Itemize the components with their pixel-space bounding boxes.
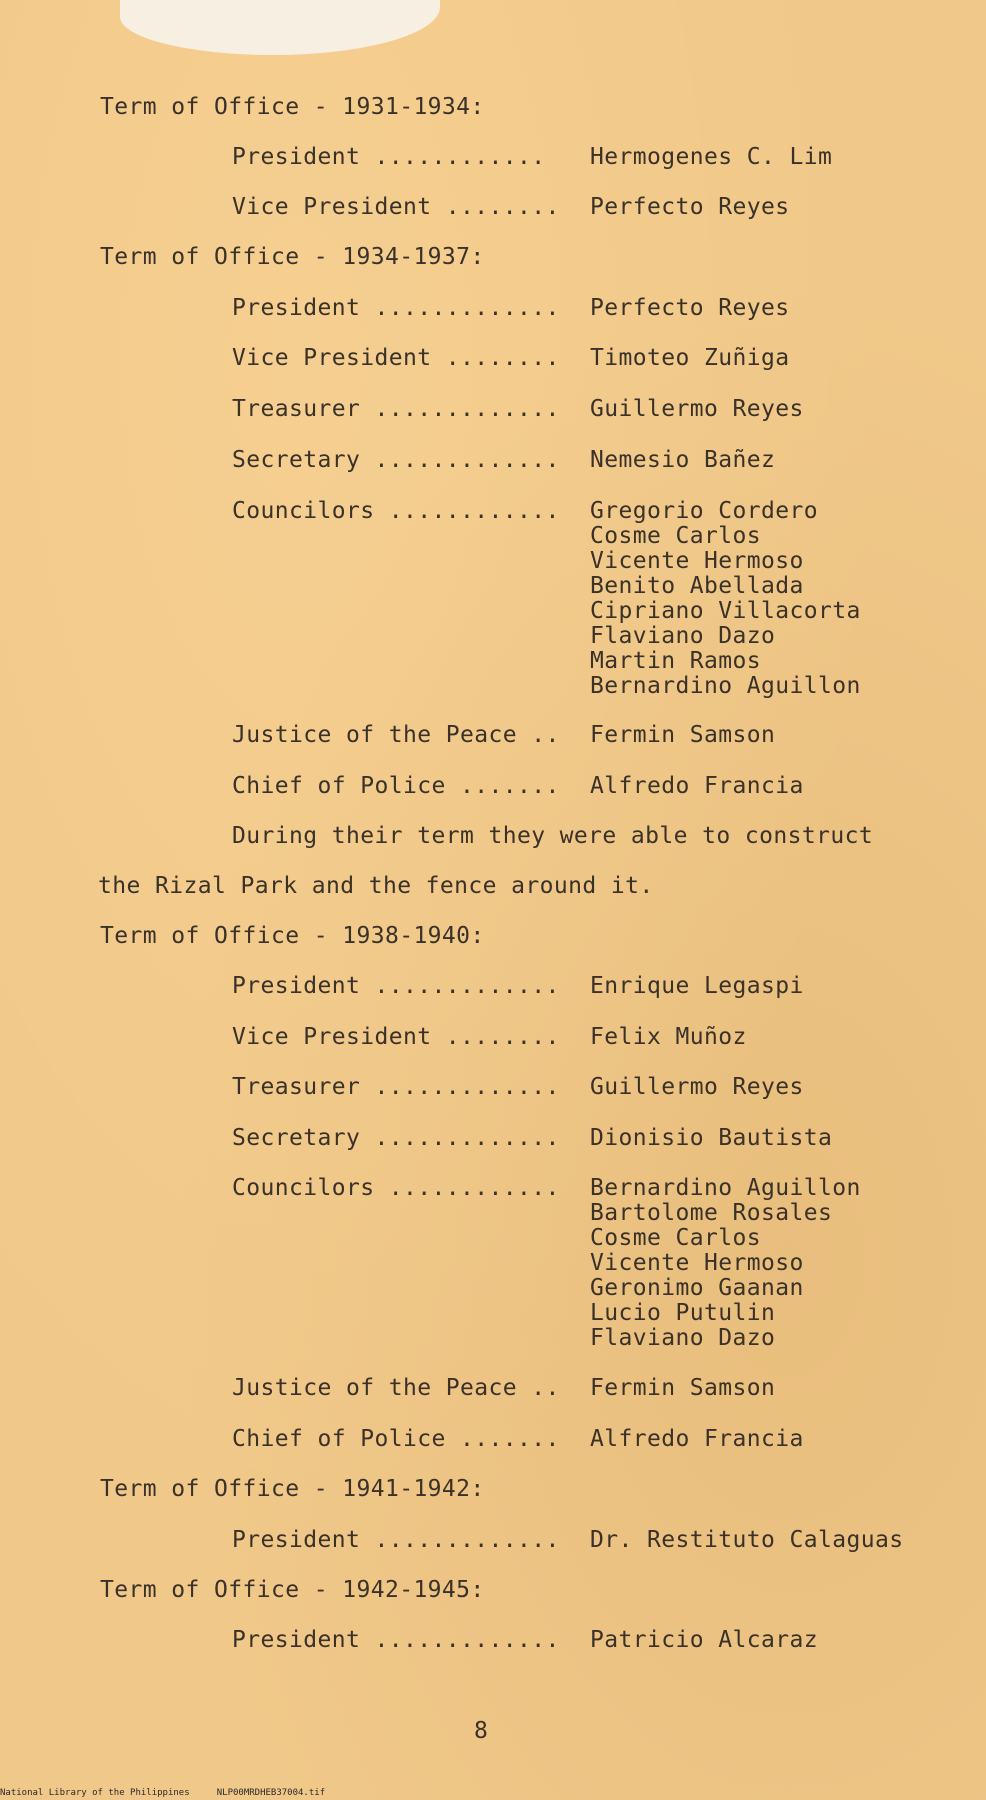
- t5-president-label: President .............: [232, 1627, 560, 1653]
- t3-councilors-list: [590, 1176, 861, 1351]
- t2-secretary-name: Nemesio Bañez: [590, 447, 776, 473]
- list-item: Vicente Hermoso: [590, 1250, 804, 1276]
- t3-president-name: Enrique Legaspi: [590, 973, 804, 999]
- t5-president-name: Patricio Alcaraz: [590, 1627, 818, 1653]
- t2-justice-name: Fermin Samson: [590, 722, 776, 748]
- term-heading-1938: Term of Office - 1938-1940:: [100, 923, 485, 949]
- list-item: Flaviano Dazo: [590, 623, 776, 649]
- t3-vice-label: Vice President ........: [232, 1024, 560, 1050]
- t3-councilors-label: Councilors ............: [232, 1175, 560, 1201]
- list-item: Bartolome Rosales: [590, 1200, 833, 1226]
- t2-councilors-list: [590, 499, 861, 699]
- t4-president-label: President .............: [232, 1527, 560, 1553]
- t2-treasurer-name: Guillermo Reyes: [590, 396, 804, 422]
- t2-vice-label: Vice President ........: [232, 345, 560, 371]
- t2-justice-label: Justice of the Peace ..: [232, 722, 560, 748]
- t2-police-name: Alfredo Francia: [590, 773, 804, 799]
- term-heading-1931: Term of Office - 1931-1934:: [100, 94, 485, 120]
- t4-president-name: Dr. Restituto Calaguas: [590, 1527, 904, 1553]
- t3-vice-name: Felix Muñoz: [590, 1024, 747, 1050]
- t1-vice-name: Perfecto Reyes: [590, 194, 790, 220]
- term-heading-1941: Term of Office - 1941-1942:: [100, 1476, 485, 1502]
- list-item: Gregorio Cordero: [590, 498, 818, 524]
- list-item: Martin Ramos: [590, 648, 761, 674]
- list-item: Lucio Putulin: [590, 1300, 776, 1326]
- list-item: Flaviano Dazo: [590, 1325, 776, 1351]
- t1-vice-label: Vice President ........: [232, 194, 560, 220]
- t3-president-label: President .............: [232, 973, 560, 999]
- t2-president-label: President .............: [232, 295, 560, 321]
- t2-secretary-label: Secretary .............: [232, 447, 560, 473]
- list-item: Vicente Hermoso: [590, 548, 804, 574]
- t3-secretary-name: Dionisio Bautista: [590, 1125, 833, 1151]
- list-item: Cipriano Villacorta: [590, 598, 861, 624]
- t2-note-line-1: During their term they were able to construct: [232, 823, 874, 849]
- list-item: Cosme Carlos: [590, 523, 761, 549]
- t2-president-name: Perfecto Reyes: [590, 295, 790, 321]
- t3-treasurer-label: Treasurer .............: [232, 1074, 560, 1100]
- t3-secretary-label: Secretary .............: [232, 1125, 560, 1151]
- t2-councilors-label: Councilors ............: [232, 498, 560, 524]
- t2-treasurer-label: Treasurer .............: [232, 396, 560, 422]
- t1-president-name: Hermogenes C. Lim: [590, 144, 833, 170]
- list-item: Bernardino Aguillon: [590, 673, 861, 699]
- term-heading-1942: Term of Office - 1942-1945:: [100, 1577, 485, 1603]
- term-heading-1934: Term of Office - 1934-1937:: [100, 244, 485, 270]
- t2-police-label: Chief of Police .......: [232, 773, 560, 799]
- t3-justice-name: Fermin Samson: [590, 1375, 776, 1401]
- t3-police-label: Chief of Police .......: [232, 1426, 560, 1452]
- t2-note-line-2: the Rizal Park and the fence around it.: [98, 873, 654, 899]
- list-item: Cosme Carlos: [590, 1225, 761, 1251]
- t2-vice-name: Timoteo Zuñiga: [590, 345, 790, 371]
- page-number: 8: [474, 1718, 488, 1744]
- list-item: Geronimo Gaanan: [590, 1275, 804, 1301]
- footer-caption: National Library of the Philippines NLP00MRDHEB37004.tif: [0, 1788, 326, 1798]
- t3-treasurer-name: Guillermo Reyes: [590, 1074, 804, 1100]
- list-item: Bernardino Aguillon: [590, 1175, 861, 1201]
- t3-justice-label: Justice of the Peace ..: [232, 1375, 560, 1401]
- list-item: Benito Abellada: [590, 573, 804, 599]
- t1-president-label: President ............: [232, 144, 546, 170]
- t3-police-name: Alfredo Francia: [590, 1426, 804, 1452]
